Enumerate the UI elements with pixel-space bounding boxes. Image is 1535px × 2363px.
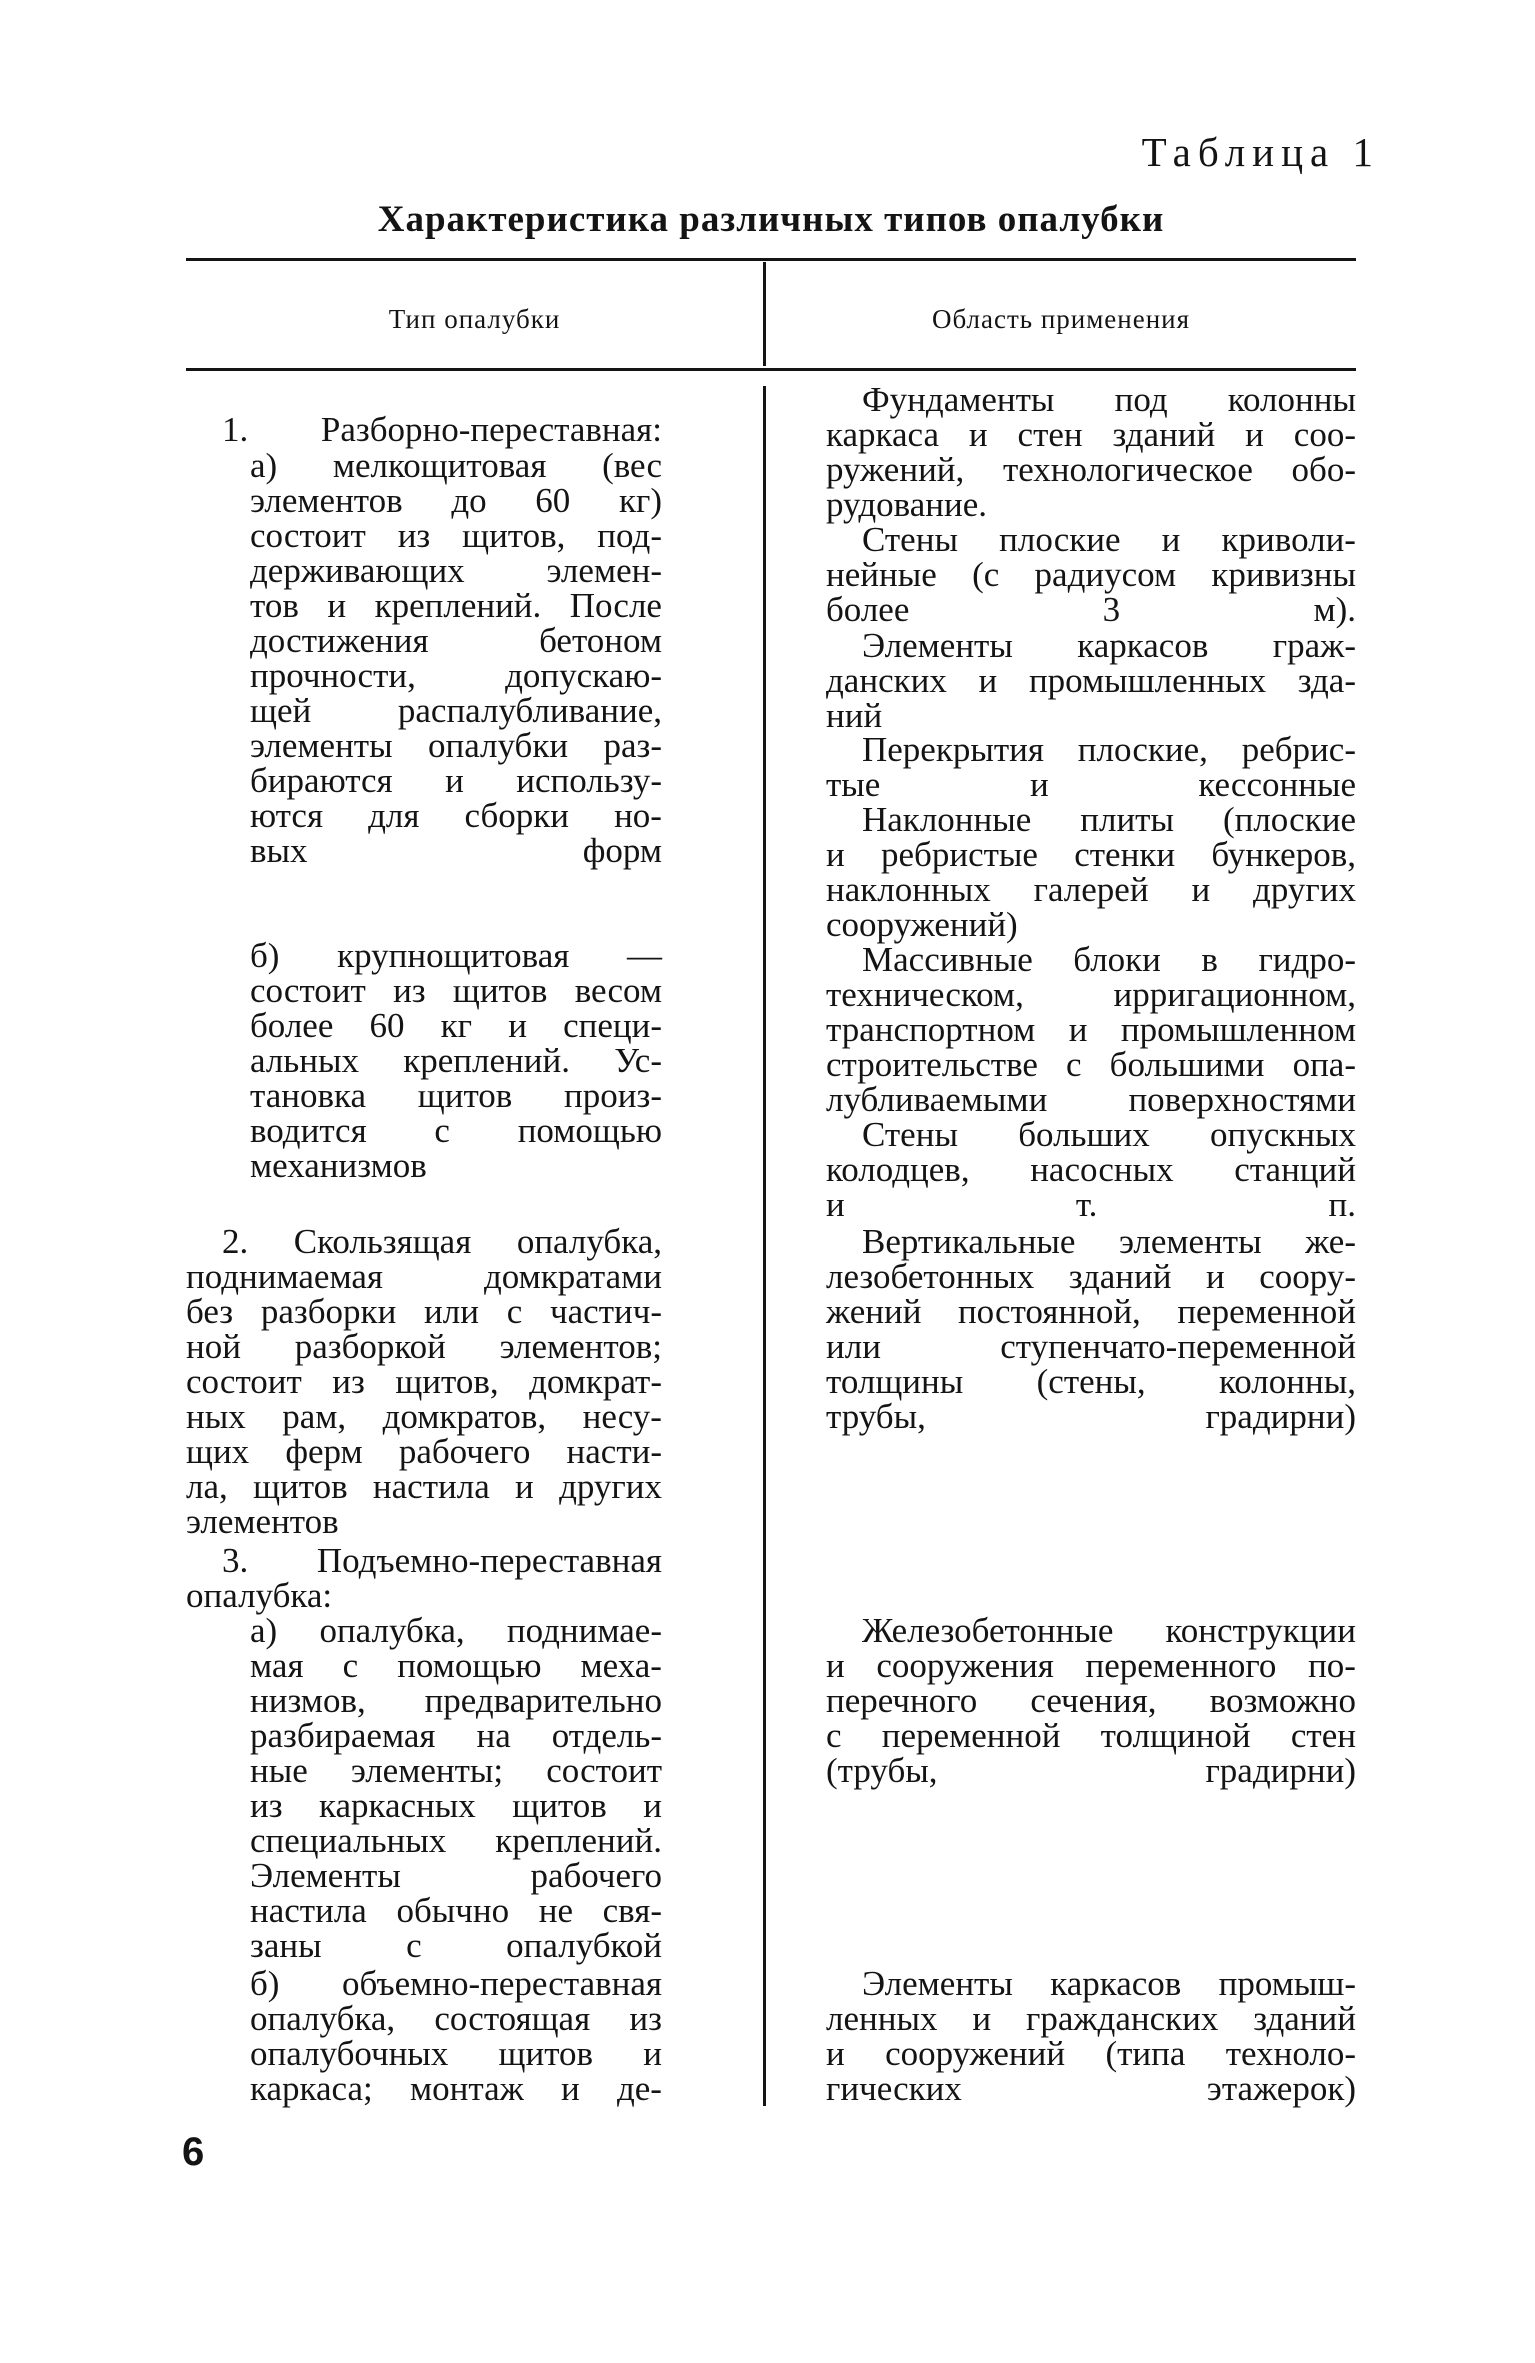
- text-line: тые и кессонные: [826, 765, 1356, 804]
- text-line: или ступенчато-переменной: [826, 1327, 1356, 1366]
- text-line: и сооружений (типа техноло-: [826, 2034, 1356, 2073]
- column-header-type: Тип опалубки: [388, 304, 561, 334]
- item1a-text: [250, 448, 662, 868]
- text-line: а) мелкощитовая (вес: [250, 446, 662, 485]
- text-line: Стены больших опускных: [862, 1115, 1356, 1154]
- application-floors: [826, 732, 1356, 802]
- text-line: опалубочных щитов и: [250, 2034, 662, 2073]
- text-line: разбираемая на отдель-: [250, 1716, 662, 1755]
- application-industrial-frames: [826, 1966, 1356, 2106]
- text-line: Вертикальные элементы же-: [862, 1222, 1356, 1261]
- text-line: тановка щитов произ-: [250, 1076, 662, 1115]
- text-line: б) крупнощитовая —: [250, 936, 662, 975]
- text-line: водится с помощью: [250, 1111, 662, 1150]
- text-line: каркаса; монтаж и де-: [250, 2069, 662, 2108]
- text-line: 3. Подъемно-переставная: [222, 1541, 662, 1580]
- text-line: более 3 м).: [826, 590, 1356, 629]
- text-line: мая с помощью меха-: [250, 1646, 662, 1685]
- text-line: ные элементы; состоит: [250, 1751, 662, 1790]
- text-line: механизмов: [250, 1146, 427, 1185]
- text-line: ной разборкой элементов;: [186, 1327, 662, 1366]
- text-line: Элементы каркасов промыш-: [862, 1964, 1356, 2003]
- text-line: без разборки или с частич-: [186, 1292, 662, 1331]
- text-line: опалубка, состоящая из: [250, 1999, 662, 2038]
- item1b-text: [250, 938, 662, 1183]
- text-line: рудование.: [826, 485, 987, 524]
- item2-text: [186, 1224, 662, 1539]
- header-bottom-rule: [186, 368, 1356, 371]
- text-line: сооружений): [826, 905, 1018, 944]
- text-line: из каркасных щитов и: [250, 1786, 662, 1825]
- application-frames: [826, 628, 1356, 733]
- body-column-divider: [763, 386, 766, 2106]
- item1-title: 1. Разборно-переставная:: [222, 410, 662, 449]
- text-line: 2. Скользящая опалубка,: [222, 1222, 662, 1261]
- text-line: техническом, ирригационном,: [826, 975, 1356, 1014]
- text-line: элементы опалубки раз-: [250, 726, 662, 765]
- text-line: (трубы, градирни): [826, 1751, 1356, 1790]
- text-line: данских и промышленных зда-: [826, 661, 1356, 700]
- text-line: Элементы рабочего: [250, 1856, 662, 1895]
- text-line: Наклонные плиты (плоские: [862, 800, 1356, 839]
- text-line: Массивные блоки в гидро-: [862, 940, 1356, 979]
- text-line: щей распалубливание,: [250, 691, 662, 730]
- text-line: и т. п.: [826, 1185, 1356, 1224]
- text-line: Фундаменты под колонны: [862, 380, 1356, 419]
- text-line: элементов до 60 кг): [250, 481, 662, 520]
- text-line: Элементы каркасов граж-: [862, 626, 1356, 665]
- application-massive-blocks: [826, 942, 1356, 1117]
- application-foundations: [826, 382, 1356, 522]
- text-line: нейные (с радиусом кривизны: [826, 555, 1356, 594]
- text-line: Железобетонные конструкции: [862, 1611, 1356, 1650]
- text-line: достижения бетоном: [250, 621, 662, 660]
- text-line: с переменной толщиной стен: [826, 1716, 1356, 1755]
- table-top-rule: [186, 258, 1356, 261]
- text-line: толщины (стены, колонны,: [826, 1362, 1356, 1401]
- text-line: а) опалубка, поднимае-: [250, 1611, 662, 1650]
- application-variable-section: [826, 1613, 1356, 1788]
- text-line: более 60 кг и специ-: [250, 1006, 662, 1045]
- text-line: состоит из щитов, под-: [250, 516, 662, 555]
- item3-text: [186, 1543, 662, 1613]
- text-line: держивающих элемен-: [250, 551, 662, 590]
- text-line: ний: [826, 696, 883, 735]
- application-vertical-elements: [826, 1224, 1356, 1434]
- text-line: лезобетонных зданий и соору-: [826, 1257, 1356, 1296]
- item3a-text: [250, 1613, 662, 1963]
- text-line: состоит из щитов, домкрат-: [186, 1362, 662, 1401]
- text-line: жений постоянной, переменной: [826, 1292, 1356, 1331]
- item3b-text: [250, 1966, 662, 2106]
- text-line: альных креплений. Ус-: [250, 1041, 662, 1080]
- application-inclined-slabs: [826, 802, 1356, 942]
- text-line: б) объемно-переставная: [250, 1964, 662, 2003]
- text-line: ных рам, домкратов, несу-: [186, 1397, 662, 1436]
- text-line: гических этажерок): [826, 2069, 1356, 2108]
- text-line: ются для сборки но-: [250, 796, 662, 835]
- text-line: ленных и гражданских зданий: [826, 1999, 1356, 2038]
- table-caption: Таблица 1: [1141, 129, 1380, 175]
- text-line: тов и креплений. После: [250, 586, 662, 625]
- text-line: и сооружения переменного по-: [826, 1646, 1356, 1685]
- text-line: вых форм: [250, 831, 662, 870]
- text-line: элементов: [186, 1502, 339, 1541]
- text-line: состоит из щитов весом: [250, 971, 662, 1010]
- text-line: ла, щитов настила и других: [186, 1467, 662, 1506]
- application-walls: [826, 522, 1356, 627]
- text-line: строительстве с большими опа-: [826, 1045, 1356, 1084]
- application-caissons: [826, 1117, 1356, 1222]
- text-line: опалубка:: [186, 1576, 333, 1615]
- column-header-application: Область применения: [931, 304, 1191, 334]
- text-line: транспортном и промышленном: [826, 1010, 1356, 1049]
- text-line: настила обычно не свя-: [250, 1891, 662, 1930]
- text-line: бираются и использу-: [250, 761, 662, 800]
- text-line: перечного сечения, возможно: [826, 1681, 1356, 1720]
- text-line: каркаса и стен зданий и соо-: [826, 415, 1356, 454]
- text-line: трубы, градирни): [826, 1397, 1356, 1436]
- text-line: заны с опалубкой: [250, 1926, 662, 1965]
- text-line: ружений, технологическое обо-: [826, 450, 1356, 489]
- text-line: наклонных галерей и других: [826, 870, 1356, 909]
- page-number: 6: [182, 2130, 205, 2174]
- text-line: лубливаемыми поверхностями: [826, 1080, 1356, 1119]
- text-line: Стены плоские и криволи-: [862, 520, 1356, 559]
- text-line: низмов, предварительно: [250, 1681, 662, 1720]
- text-line: и ребристые стенки бункеров,: [826, 835, 1356, 874]
- table-title: Характеристика различных типов опалубки: [377, 199, 1165, 240]
- text-line: поднимаемая домкратами: [186, 1257, 662, 1296]
- text-line: специальных креплений.: [250, 1821, 662, 1860]
- text-line: щих ферм рабочего насти-: [186, 1432, 662, 1471]
- text-line: колодцев, насосных станций: [826, 1150, 1356, 1189]
- text-line: Перекрытия плоские, ребрис-: [862, 730, 1356, 769]
- text-line: прочности, допускаю-: [250, 656, 662, 695]
